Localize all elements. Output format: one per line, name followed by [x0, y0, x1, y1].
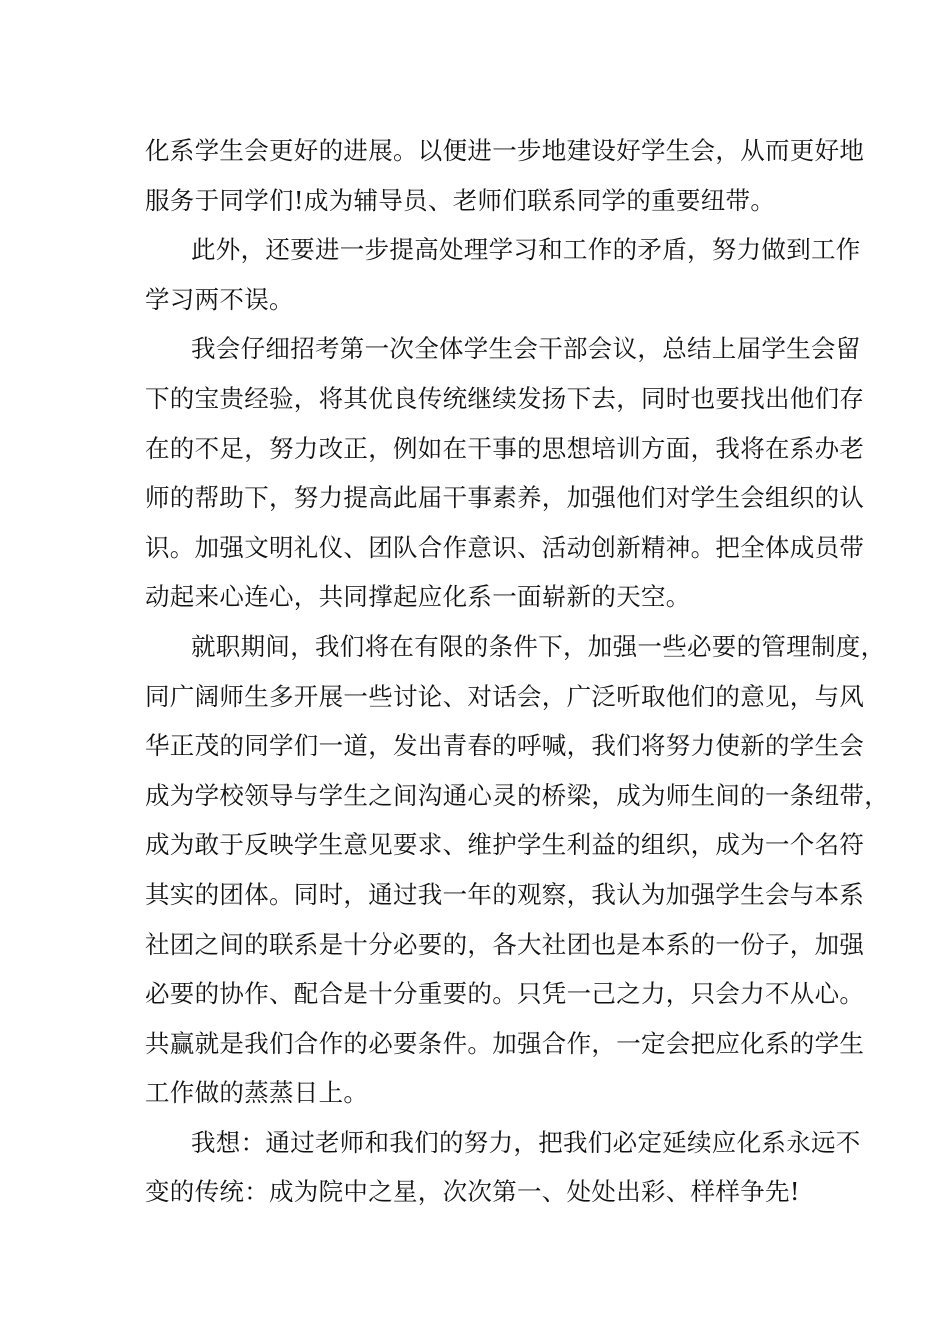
- text-line-13: 华正茂的同学们一道，发出青春的呼喊，我们将努力使新的学生会: [145, 731, 865, 761]
- text-line-11: 就职期间，我们将在有限的条件下，加强一些必要的管理制度，: [191, 631, 886, 661]
- text-line-20: 工作做的蒸蒸日上。: [145, 1078, 369, 1108]
- text-line-9: 识。加强文明礼仪、团队合作意识、活动创新精神。把全体成员带: [145, 532, 865, 562]
- text-line-8: 师的帮助下，努力提高此届干事素养，加强他们对学生会组织的认: [145, 483, 865, 513]
- text-line-22: 变的传统：成为院中之星，次次第一、处处出彩、样样争先!: [145, 1177, 800, 1207]
- text-line-21: 我想：通过老师和我们的努力，把我们必定延续应化系永远不: [191, 1127, 861, 1157]
- document-body: [145, 126, 889, 1217]
- text-line-3: 此外，还要进一步提高处理学习和工作的矛盾，努力做到工作: [191, 235, 861, 265]
- text-line-6: 下的宝贵经验，将其优良传统继续发扬下去，同时也要找出他们存: [145, 383, 865, 413]
- text-line-19: 共赢就是我们合作的必要条件。加强合作，一定会把应化系的学生: [145, 1028, 865, 1058]
- text-line-10: 动起来心连心，共同撑起应化系一面崭新的天空。: [145, 582, 691, 612]
- text-line-18: 必要的协作、配合是十分重要的。只凭一己之力，只会力不从心。: [145, 979, 865, 1009]
- text-line-4: 学习两不误。: [145, 284, 294, 314]
- text-line-17: 社团之间的联系是十分必要的，各大社团也是本系的一份子，加强: [145, 929, 865, 959]
- text-line-16: 其实的团体。同时，通过我一年的观察，我认为加强学生会与本系: [145, 879, 865, 909]
- text-line-5: 我会仔细招考第一次全体学生会干部会议，总结上届学生会留: [191, 334, 861, 364]
- text-line-2: 服务于同学们!成为辅导员、老师们联系同学的重要纽带。: [145, 185, 776, 215]
- text-line-15: 成为敢于反映学生意见要求、维护学生利益的组织，成为一个名符: [145, 830, 865, 860]
- text-line-14: 成为学校领导与学生之间沟通心灵的桥梁，成为师生间的一条纽带，: [145, 780, 889, 810]
- text-line-12: 同广阔师生多开展一些讨论、对话会，广泛听取他们的意见，与风: [145, 681, 865, 711]
- text-line-1: 化系学生会更好的进展。以便进一步地建设好学生会，从而更好地: [145, 136, 865, 165]
- text-line-7: 在的不足，努力改正，例如在干事的思想培训方面，我将在系办老: [145, 433, 865, 463]
